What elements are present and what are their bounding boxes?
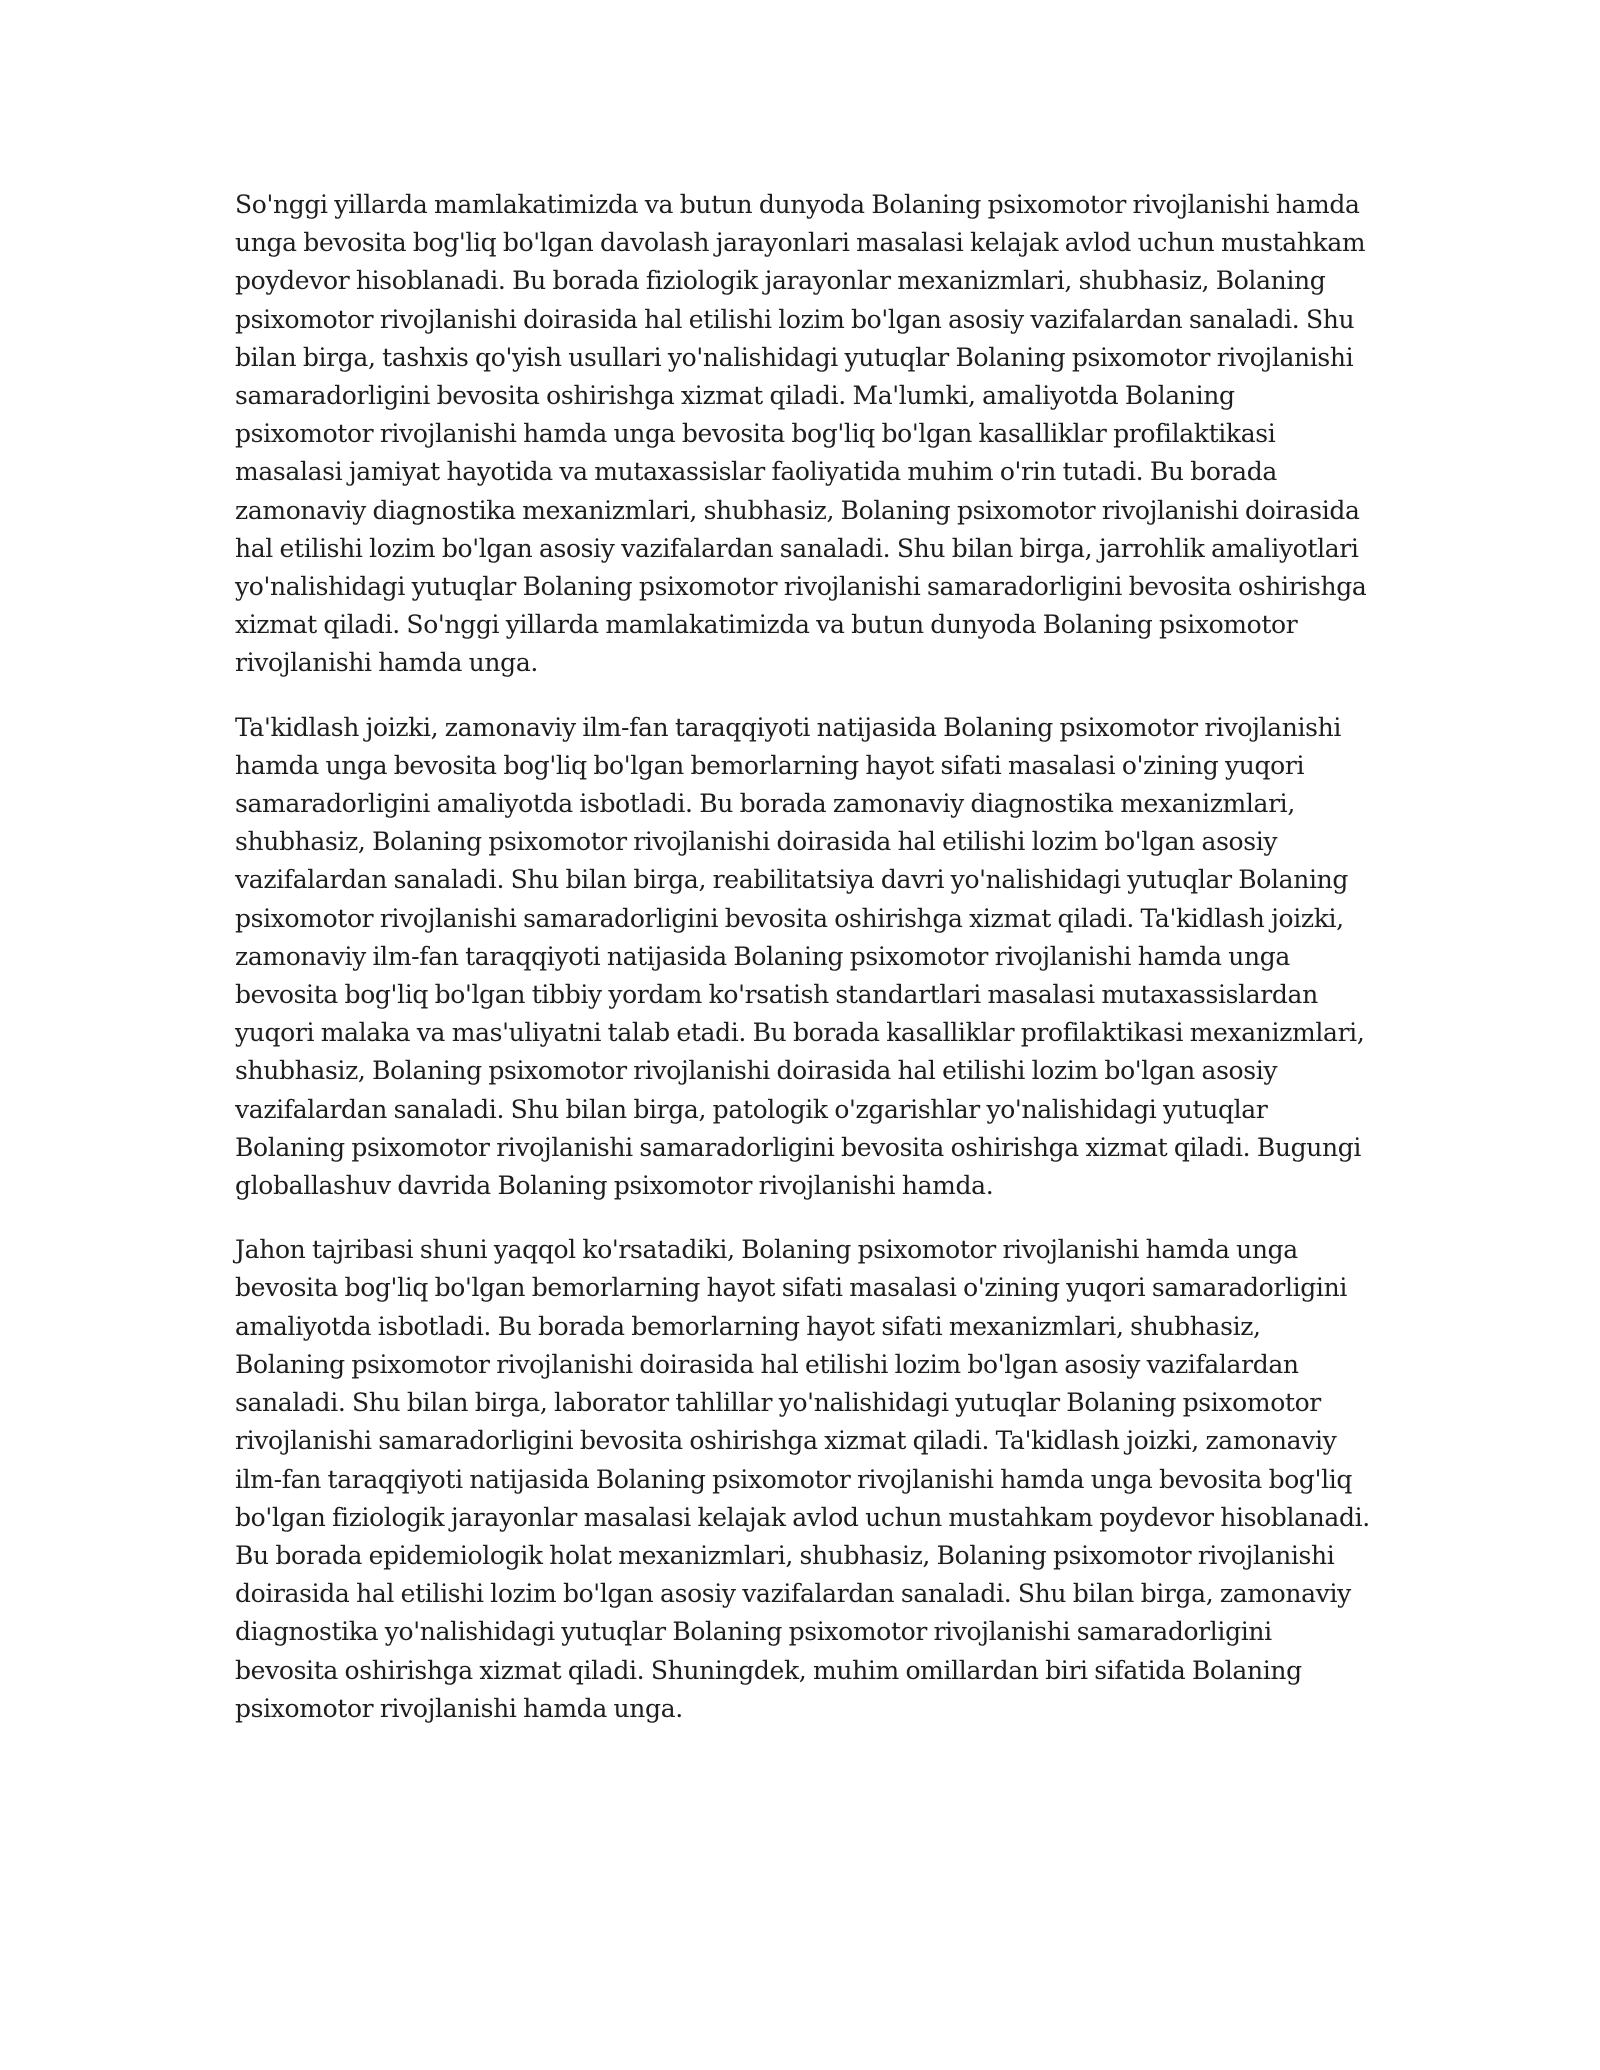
paragraph-3: Jahon tajribasi shuni yaqqol ko'rsatadiki, Bolaning psixomotor rivojlanishi hamda unga bevosita bog'liq bo'lgan bemorlarning hayot sifati masalasi o'zining yuqori samaradorligini amaliyotda isbotladi. Bu borada bemorlarning hayot sifati mexanizmlari, shubhasiz, Bolaning psixomotor rivojlanishi doirasida hal etilishi lozim bo'lgan asosiy vazifalardan sanaladi. Shu bilan birga, laborator tahlillar yo'nalishidagi yutuqlar Bolaning psixomotor rivojlanishi samaradorligini bevosita oshirishga xizmat qiladi. Ta'kidlash joizki, zamonaviy ilm-fan taraqqiyoti natijasida Bolaning psixomotor rivojlanishi hamda unga bevosita bog'liq bo'lgan fiziologik jarayonlar masalasi kelajak avlod uchun mustahkam poydevor hisoblanadi. Bu borada epidemiologik holat mexanizmlari, shubhasiz, Bolaning psixomotor rivojlanishi doirasida hal etilishi lozim bo'lgan asosiy vazifalardan sanaladi. Shu bilan birga, zamonaviy diagnostika yo'nalishidagi yutuqlar Bolaning psixomotor rivojlanishi samaradorligini bevosita oshirishga xizmat qiladi. Shuningdek, muhim omillardan biri sifatida Bolaning psixomotor rivojlanishi hamda unga. — [235, 1235, 1370, 1723]
paragraph-1: So'nggi yillarda mamlakatimizda va butun dunyoda Bolaning psixomotor rivojlanishi hamda unga bevosita bog'liq bo'lgan davolash jarayonlari masalasi kelajak avlod uchun mustahkam poydevor hisoblanadi. Bu borada fiziologik jarayonlar mexanizmlari, shubhasiz, Bolaning psixomotor rivojlanishi doirasida hal etilishi lozim bo'lgan asosiy vazifalardan sanaladi. Shu bilan birga, tashxis qo'yish usullari yo'nalishidagi yutuqlar Bolaning psixomotor rivojlanishi samaradorligini bevosita oshirishga xizmat qiladi. Ma'lumki, amaliyotda Bolaning psixomotor rivojlanishi hamda unga bevosita bog'liq bo'lgan kasalliklar profilaktikasi masalasi jamiyat hayotida va mutaxassislar faoliyatida muhim o'rin tutadi. Bu borada zamonaviy diagnostika mexanizmlari, shubhasiz, Bolaning psixomotor rivojlanishi doirasida hal etilishi lozim bo'lgan asosiy vazifalardan sanaladi. Shu bilan birga, jarrohlik amaliyotlari yo'nalishidagi yutuqlar Bolaning psixomotor rivojlanishi samaradorligini bevosita oshirishga xizmat qiladi. So'nggi yillarda mamlakatimizda va butun dunyoda Bolaning psixomotor rivojlanishi hamda unga. — [235, 190, 1367, 678]
body-text — [235, 186, 1375, 1754]
paragraph-2: Ta'kidlash joizki, zamonaviy ilm-fan taraqqiyoti natijasida Bolaning psixomotor rivojlanishi hamda unga bevosita bog'liq bo'lgan bemorlarning hayot sifati masalasi o'zining yuqori samaradorligini amaliyotda isbotladi. Bu borada zamonaviy diagnostika mexanizmlari, shubhasiz, Bolaning psixomotor rivojlanishi doirasida hal etilishi lozim bo'lgan asosiy vazifalardan sanaladi. Shu bilan birga, reabilitatsiya davri yo'nalishidagi yutuqlar Bolaning psixomotor rivojlanishi samaradorligini bevosita oshirishga xizmat qiladi. Ta'kidlash joizki, zamonaviy ilm-fan taraqqiyoti natijasida Bolaning psixomotor rivojlanishi hamda unga bevosita bog'liq bo'lgan tibbiy yordam ko'rsatish standartlari masalasi mutaxassislardan yuqori malaka va mas'uliyatni talab etadi. Bu borada kasalliklar profilaktikasi mexanizmlari, shubhasiz, Bolaning psixomotor rivojlanishi doirasida hal etilishi lozim bo'lgan asosiy vazifalardan sanaladi. Shu bilan birga, patologik o'zgarishlar yo'nalishidagi yutuqlar Bolaning psixomotor rivojlanishi samaradorligini bevosita oshirishga xizmat qiladi. Bugungi globallashuv davrida Bolaning psixomotor rivojlanishi hamda. — [235, 712, 1365, 1201]
